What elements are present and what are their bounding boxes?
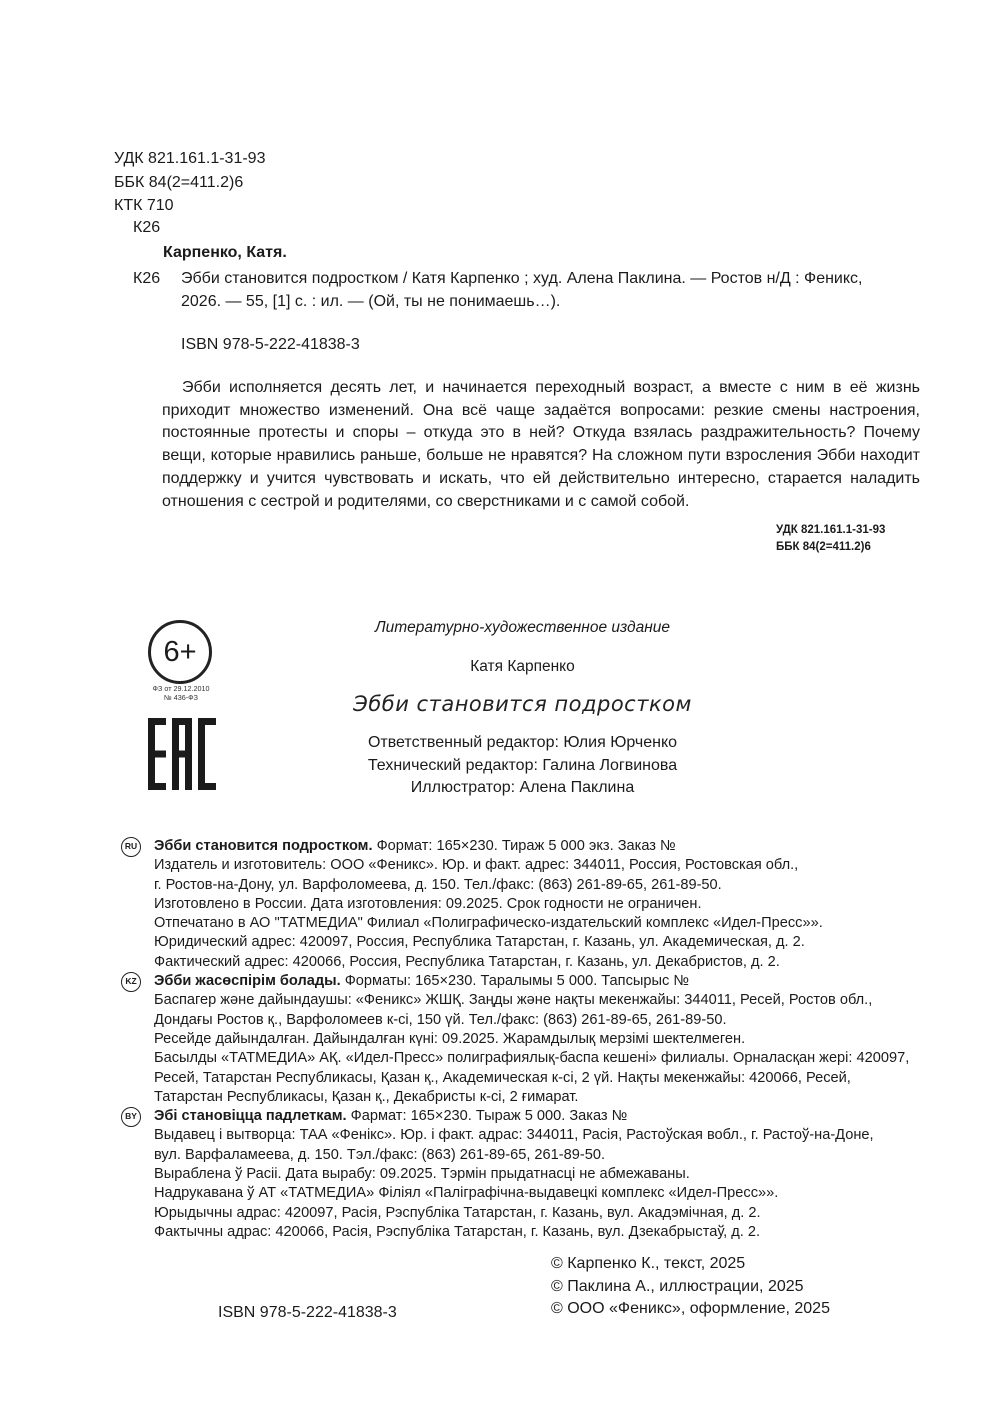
- imprint-line: [121, 1184, 941, 1203]
- copyright-design: © ООО «Феникс», оформление, 2025: [551, 1300, 830, 1317]
- imprint-line: [121, 837, 941, 856]
- imprint-text: [154, 1088, 578, 1107]
- bib-isbn: ISBN 978-5-222-41838-3: [181, 336, 360, 353]
- edition-illustrator: Иллюстратор: Алена Паклина: [410, 779, 635, 796]
- imprint-text: [154, 837, 676, 856]
- imprint-text: [154, 1146, 605, 1165]
- imprint-details: Выраблена ў Расіі. Дата вырабу: 09.2025. Тэрмін прыдатнасці не абмежаваны.: [154, 1166, 690, 1183]
- imprint-text: [154, 895, 702, 914]
- eac-certification-icon: [148, 718, 216, 790]
- imprint-details: Татарстан Республикасы, Қазан қ., Декабристы к-сі, 2 ғимарат.: [154, 1088, 579, 1105]
- imprint-line: [121, 991, 941, 1010]
- imprint-text: [154, 856, 798, 875]
- author-mark: К26: [133, 219, 161, 236]
- imprint-text: [154, 1223, 760, 1242]
- imprint-text: [154, 1165, 690, 1184]
- imprint-details: Ресей, Татарстан Республикасы, Қазан қ., Академическая к-сі, 2 үй. Нақты мекенжайы: 420066, Ресей,: [154, 1069, 851, 1086]
- imprint-title: Эбби становится подростком.: [154, 838, 373, 854]
- bbk-code: ББК 84(2=411.2)6: [114, 173, 244, 191]
- imprint-details: вул. Варфаламеева, д. 150. Тэл./факс: (863) 261-89-65, 261-89-50.: [154, 1146, 606, 1163]
- imprint-text: [154, 1126, 874, 1145]
- imprint-details: Фактический адрес: 420066, Россия, Республика Татарстан, г. Казань, ул. Декабристов, д. 2.: [154, 953, 780, 970]
- imprint-line: [121, 972, 941, 991]
- language-badge-by: BY: [121, 1107, 141, 1127]
- edition-tech-editor: Технический редактор: Галина Логвинова: [367, 756, 678, 774]
- age-rating-law: [146, 684, 216, 702]
- imprint-line: [121, 1030, 941, 1049]
- edition-title: Эбби становится подростком: [353, 692, 692, 716]
- imprint-text: [154, 933, 805, 952]
- classification-codes: [114, 147, 265, 218]
- imprint-line: [121, 933, 941, 952]
- edition-block: [350, 617, 695, 800]
- imprint-details: г. Ростов-на-Дону, ул. Варфоломеева, д. 150. Тел./факс: (863) 261-89-65, 261-89-50.: [154, 876, 722, 893]
- imprint-details: Формат: 165×230. Тираж 5 000 экз. Заказ №: [372, 838, 676, 854]
- annotation-codes: [776, 522, 885, 556]
- imprint-details: Юридический адрес: 420097, Россия, Республика Татарстан, г. Казань, ул. Академическая, д. 2.: [154, 934, 805, 951]
- copyright-illustrations: © Паклина А., иллюстрации, 2025: [551, 1277, 804, 1295]
- imprint-text: [154, 1107, 627, 1126]
- bib-mark: К26: [133, 270, 161, 287]
- imprint-line: [121, 1146, 941, 1165]
- imprint-details: Фактычны адрас: 420066, Расія, Рэспубліка Татарстан, г. Казань, вул. Дзекабрыстаў, д. 2.: [154, 1223, 761, 1240]
- copyright-text: © Карпенко К., текст, 2025: [551, 1255, 746, 1272]
- imprint-title: Эбби жасөспірім болады.: [154, 973, 341, 990]
- imprint-line: [121, 1126, 941, 1145]
- imprint-line: [121, 953, 941, 972]
- bib-description-line1: Эбби становится подростком / Катя Карпенко ; худ. Алена Паклина. — Ростов н/Д : Феникс,: [181, 270, 863, 287]
- imprint-details: Надрукавана ў АТ «ТАТМЕДИА» Філіял «Паліграфічна-выдавецкі комплекс «Идел-Пресс»».: [154, 1185, 779, 1202]
- imprint-line: [121, 1223, 941, 1242]
- imprint-text: [154, 1049, 909, 1068]
- imprint-text: [154, 1030, 745, 1049]
- copyright-block: [551, 1253, 830, 1321]
- imprint-line: [121, 1088, 941, 1107]
- bib-author: Карпенко, Катя.: [163, 244, 287, 261]
- imprint-line: [121, 1204, 941, 1223]
- imprint-text: [154, 1011, 727, 1030]
- imprint-line: [121, 895, 941, 914]
- ktk-code: КТК 710: [114, 197, 174, 214]
- imprint-details: Фармат: 165×230. Тыраж 5 000. Заказ №: [346, 1108, 628, 1125]
- imprint-line: [121, 876, 941, 895]
- imprint-details: Юрыдычны адрас: 420097, Расія, Рэспубліка Татарстан, г. Казань, вул. Акадэмічная, д. 2.: [154, 1204, 761, 1221]
- udk-code: УДК 821.161.1-31-93: [114, 150, 266, 167]
- imprint-text: [154, 972, 689, 991]
- imprint-details: Выдавец і вытворца: ТАА «Фенікс». Юр. і факт. адрас: 344011, Расія, Растоўская вобл., г. Растоў-на-Доне,: [154, 1127, 874, 1144]
- annotation-udk: УДК 821.161.1-31-93: [776, 524, 886, 536]
- imprint-line: [121, 1107, 941, 1126]
- bib-description-line2: 2026. — 55, [1] с. : ил. — (Ой, ты не понимаешь…).: [181, 293, 561, 310]
- imprint-text: [154, 1204, 761, 1223]
- imprint-text: [154, 876, 722, 895]
- language-badge-kz: KZ: [121, 972, 141, 992]
- imprint-line: [121, 1011, 941, 1030]
- edition-genre: Литературно-художественное издание: [375, 619, 670, 636]
- imprint-text: [154, 914, 823, 933]
- imprint-line: [121, 1069, 941, 1088]
- imprint-details: Басылды «ТАТМЕДИА» АҚ. «Идел-Пресс» полиграфиялық-баспа кешені» филиалы. Орналасқан жері: 420097,: [154, 1050, 910, 1067]
- imprint-line: [121, 1049, 941, 1068]
- imprint-line: [121, 1165, 941, 1184]
- imprint-line: [121, 856, 941, 875]
- imprint-text: [154, 1184, 778, 1203]
- imprint-details: Отпечатано в АО "ТАТМЕДИА" Филиал «Полиграфическо-издательский комплекс «Идел-Пресс»».: [154, 915, 823, 932]
- imprint-details: Издатель и изготовитель: ООО «Феникс». Юр. и факт. адрес: 344011, Россия, Ростовская обл.,: [154, 857, 799, 874]
- language-badge-ru: RU: [121, 837, 141, 857]
- isbn-bottom: ISBN 978-5-222-41838-3: [218, 1304, 397, 1321]
- age-rating-label: 6+: [163, 635, 197, 668]
- age-rating-badge: [148, 620, 212, 684]
- imprint-block: [121, 837, 941, 1242]
- imprint-details: Дондағы Ростов қ., Варфоломеев к-сі, 150 үй. Тел./факс: (863) 261-89-65, 261-89-50.: [154, 1011, 727, 1028]
- imprint-text: [154, 1069, 851, 1088]
- imprint-title: Эбі становіцца падлеткам.: [154, 1108, 347, 1125]
- imprint-text: [154, 953, 780, 972]
- edition-editor: Ответственный редактор: Юлия Юрченко: [367, 734, 678, 751]
- age-law-line1: ФЗ от 29.12.2010: [152, 684, 210, 693]
- annotation: Эбби исполняется десять лет, и начинается переходный возраст, а вместе с ним в её жизнь приходит множество изменений. Она всё чаще задаётся вопросами: резкие смены настроения, постоянные протесты и споры – откуда это в ней? Откуда взялась раздражительность? Почему вещи, которые нравились раньше, больше не нравятся? На сложном пути взросления Эбби находит поддержку и учится чувствовать и искать, что ей действительно интересно, старается наладить отношения с сестрой и родителями, со сверстниками и с самой собой.: [162, 379, 920, 510]
- imprint-details: Форматы: 165×230. Таралымы 5 000. Тапсырыс №: [340, 973, 689, 990]
- imprint-details: Ресейде дайындалған. Дайындалған күні: 09.2025. Жарамдылық мерзімі шектелмеген.: [154, 1030, 746, 1047]
- age-law-line2: № 436-ФЗ: [164, 693, 198, 702]
- imprint-line: [121, 914, 941, 933]
- imprint-details: Изготовлено в России. Дата изготовления: 09.2025. Срок годности не ограничен.: [154, 895, 702, 912]
- imprint-details: Баспагер және дайындаушы: «Феникс» ЖШҚ. Заңды және нақты мекенжайы: 344011, Ресей, Ростов обл.,: [154, 992, 873, 1009]
- edition-author: Катя Карпенко: [470, 658, 575, 675]
- imprint-text: [154, 991, 872, 1010]
- annotation-bbk: ББК 84(2=411.2)6: [776, 541, 871, 553]
